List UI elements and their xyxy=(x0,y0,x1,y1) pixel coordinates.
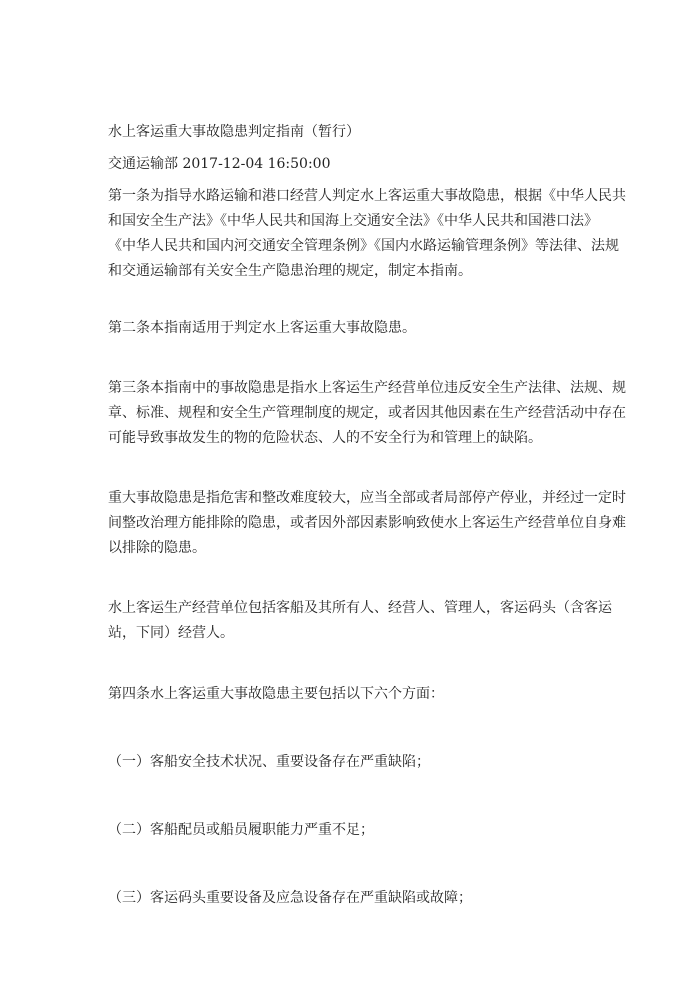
article-1-line: 和国安全生产法》《中华人民共和国海上交通安全法》《中华人民共和国港口法》 xyxy=(108,213,598,229)
major-hazard-line: 间整改治理方能排除的隐患，或者因外部因素影响致使水上客运生产经营单位自身难 xyxy=(108,515,626,531)
article-3-line: 可能导致事故发生的物的危险状态、人的不安全行为和管理上的缺陷。 xyxy=(108,430,542,446)
article-1-line: 《中华人民共和国内河交通安全管理条例》《国内水路运输管理条例》等法律、法规 xyxy=(108,238,619,254)
article-3-line: 章、标准、规程和安全生产管理制度的规定，或者因其他因素在生产经营活动中存在 xyxy=(108,405,626,421)
article-3-paragraph xyxy=(108,376,626,451)
operators-line: 水上客运生产经营单位包括客船及其所有人、经营人、管理人，客运码头（含客运 xyxy=(108,600,612,616)
article-2-paragraph: 第二条本指南适用于判定水上客运重大事故隐患。 xyxy=(108,320,416,336)
document-source-date: 交通运输部 2017-12-04 16:50:00 xyxy=(108,156,331,172)
operators-line: 站，下同）经营人。 xyxy=(108,625,234,641)
list-item-3: （三）客运码头重要设备及应急设备存在严重缺陷或故障； xyxy=(108,890,472,906)
list-item-2: （二）客船配员或船员履职能力严重不足； xyxy=(108,822,374,838)
article-3-line: 第三条本指南中的事故隐患是指水上客运生产经营单位违反安全生产法律、法规、规 xyxy=(108,380,626,396)
article-1-line: 第一条为指导水路运输和港口经营人判定水上客运重大事故隐患，根据《中华人民共 xyxy=(108,188,626,204)
document-title: 水上客运重大事故隐患判定指南（暂行） xyxy=(108,124,360,140)
article-1-paragraph xyxy=(108,184,626,284)
list-item-1: （一）客船安全技术状况、重要设备存在严重缺陷； xyxy=(108,754,430,770)
article-1-line: 和交通运输部有关安全生产隐患治理的规定，制定本指南。 xyxy=(108,263,472,279)
major-hazard-paragraph xyxy=(108,486,626,561)
operators-paragraph xyxy=(108,596,612,646)
major-hazard-line: 以排除的隐患。 xyxy=(108,540,206,556)
article-4-paragraph: 第四条水上客运重大事故隐患主要包括以下六个方面： xyxy=(108,686,444,702)
major-hazard-line: 重大事故隐患是指危害和整改难度较大，应当全部或者局部停产停业，并经过一定时 xyxy=(108,490,626,506)
